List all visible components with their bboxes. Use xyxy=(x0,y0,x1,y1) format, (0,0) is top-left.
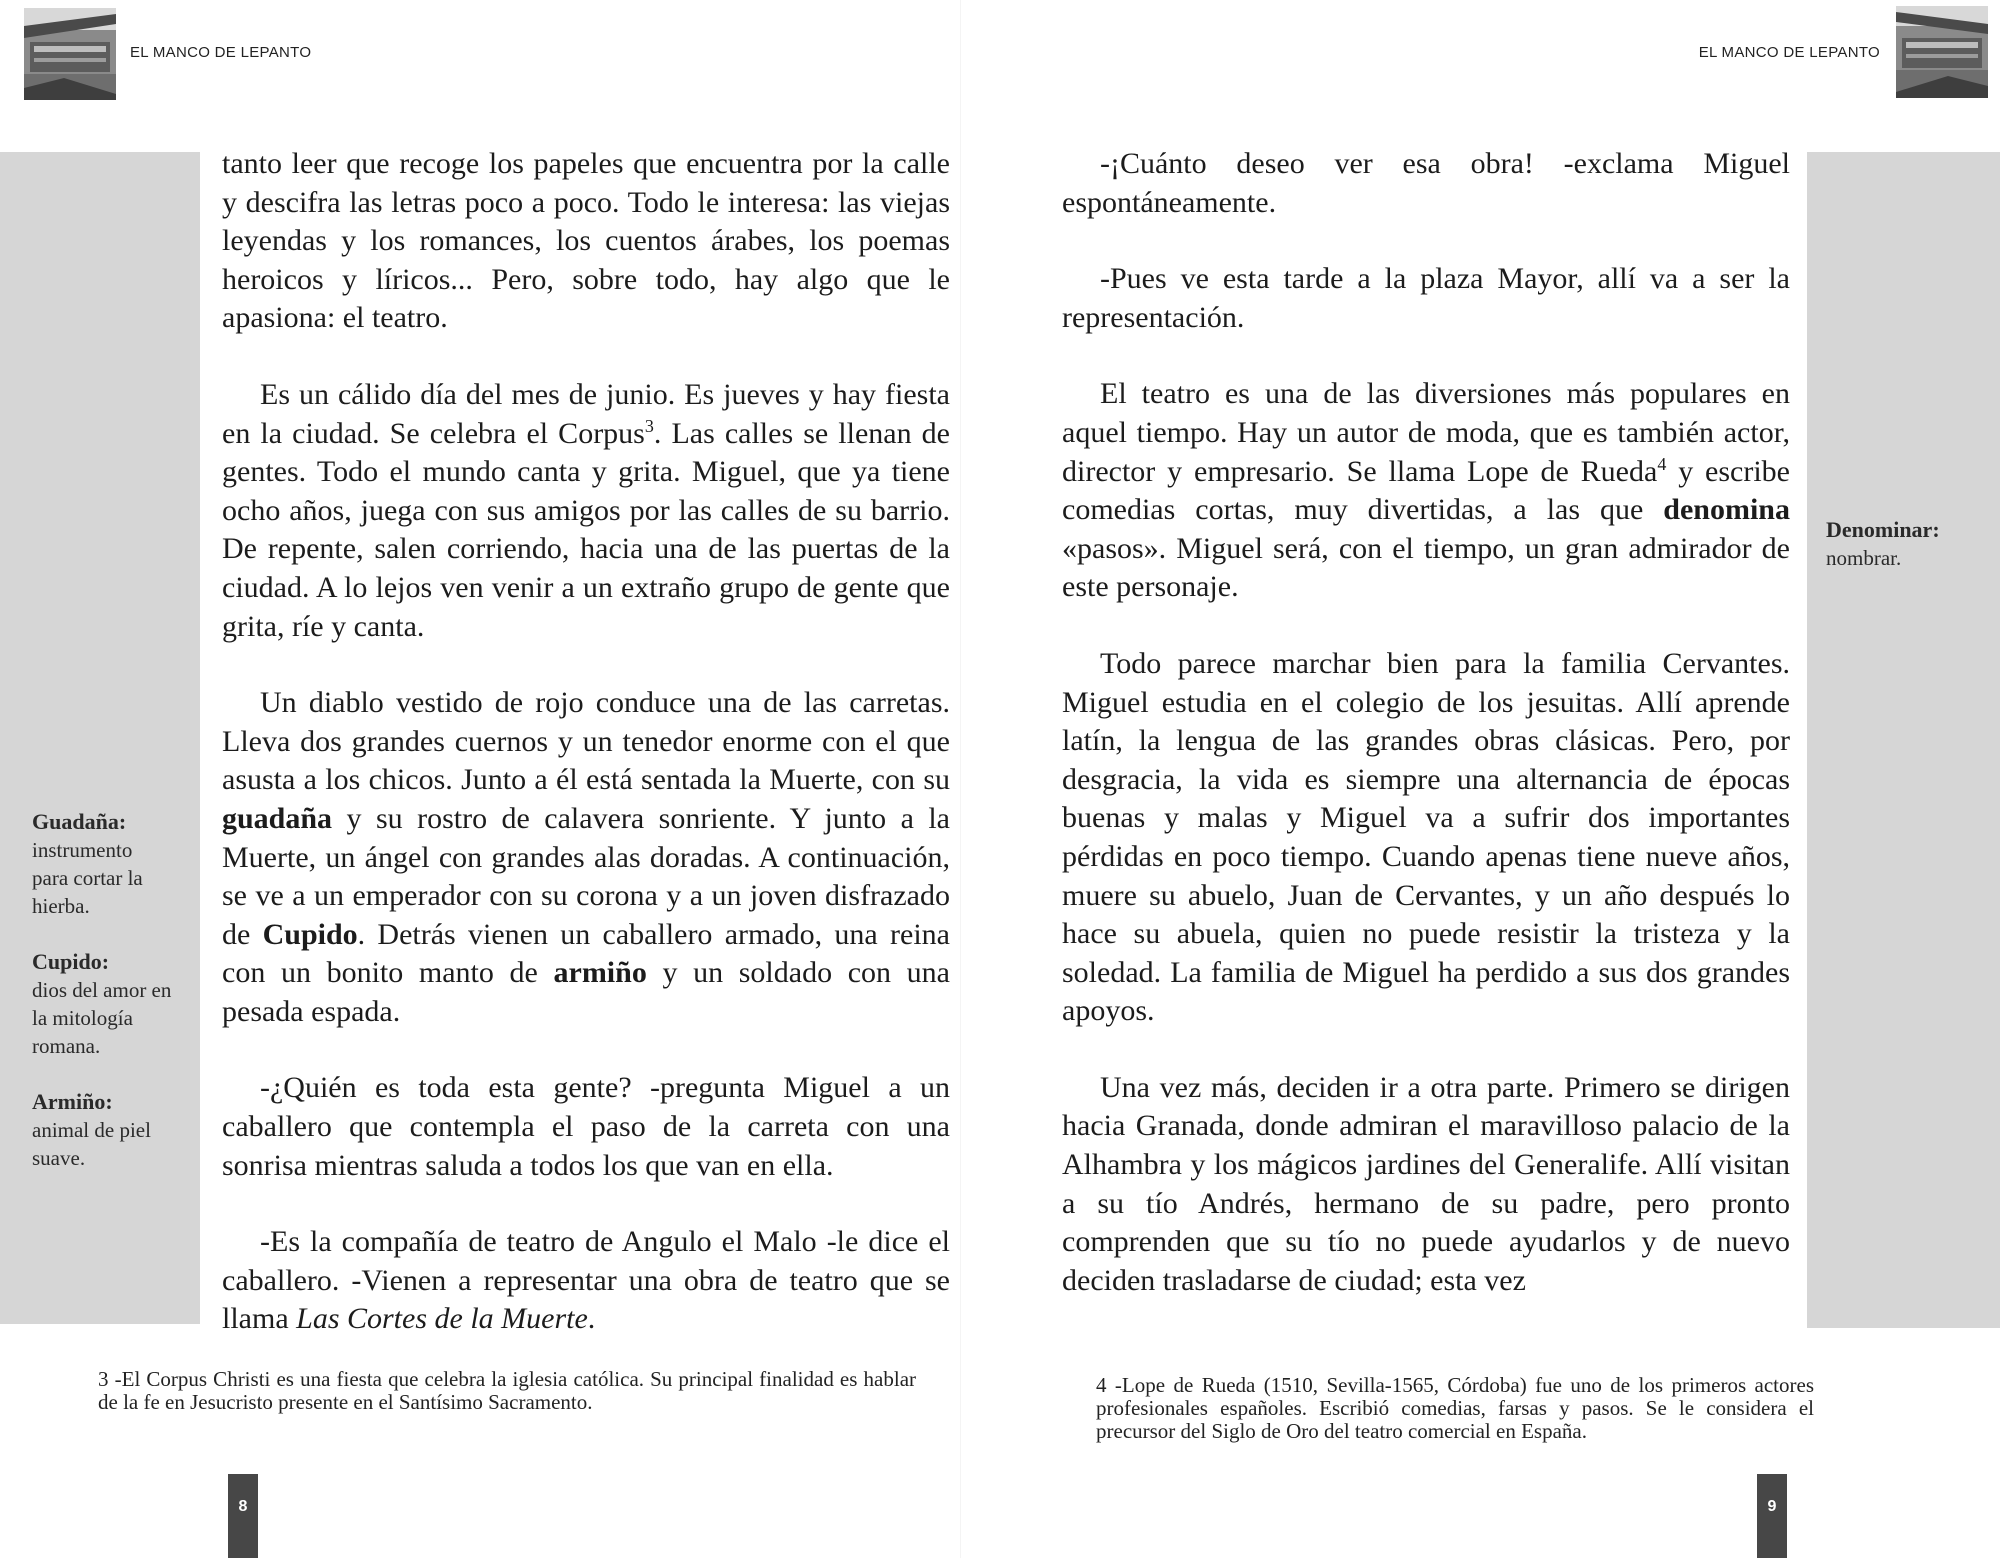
paragraph xyxy=(1062,375,1790,607)
page-number-right: 9 xyxy=(1757,1474,1787,1558)
footnote-text: -El Corpus Christi es una fiesta que celebra la iglesia católica. Su principal finalidad es hablar de la fe en Jesucristo presente en el Santísimo Sacramento. xyxy=(98,1367,917,1414)
page-number-left: 8 xyxy=(228,1474,258,1558)
left-page-body xyxy=(222,145,950,1377)
paragraph: -¿Quién es toda esta gente? -pregunta Miguel a un caballero que contempla el paso de la carreta con una sonrisa mientras saluda a todos los que van en ella. xyxy=(222,1071,950,1182)
text-run: Es un cálido día del mes de junio. Es jueves y hay fiesta en la ciudad. Se celebra el Corpus xyxy=(222,377,950,450)
text-run: . Las calles se llenan de gentes. Todo el mundo canta y grita. Miguel, que ya tiene ocho años, juega con sus amigos por las calles de su barrio. De repente, salen corriendo, hacia una de las puertas de la ciudad. A lo lejos ven venir a un extraño grupo de gente que grita, ríe y canta. xyxy=(222,416,950,643)
glossary-entry xyxy=(32,808,172,920)
footnote-number: 4 xyxy=(1096,1373,1107,1397)
paragraph xyxy=(222,684,950,1031)
glossary-right xyxy=(1826,516,1996,572)
footnote-ref-4[interactable]: 4 xyxy=(1657,453,1667,474)
paragraph xyxy=(222,1223,950,1339)
text-run: y un soldado con una pesada espada. xyxy=(222,956,950,1028)
text-run: -Es la compañía de teatro de Angulo el Malo -le dice el caballero. -Vienen a representar una obra de teatro que se llama xyxy=(222,1225,950,1336)
book-photo-icon xyxy=(1896,6,1988,98)
footnote-text: -Lope de Rueda (1510, Sevilla-1565, Córdoba) fue uno de los primeros actores profesionales españoles. Escribió comedias, farsas y pasos. Se le considera el precursor del Siglo de Oro del teatro comercial en España. xyxy=(1096,1373,1814,1443)
footnote-3 xyxy=(98,1368,916,1414)
paragraph xyxy=(222,376,950,646)
text-run: y su rostro de calavera sonriente. Y junto a la Muerte, un ángel con grandes alas doradas. A continuación, se ve a un emperador con su corona y a un joven disfrazado de xyxy=(222,801,950,951)
footnote-ref-3[interactable]: 3 xyxy=(644,415,654,436)
footnote-4 xyxy=(1096,1374,1814,1443)
text-run: y escribe comedias cortas, muy divertidas, a las que xyxy=(1062,454,1790,527)
glossary-entry-definition: instrumento para cortar la hierba. xyxy=(32,838,143,918)
glossary-term-denominar: denomina xyxy=(1663,493,1790,527)
right-margin-band xyxy=(1807,152,2000,1328)
work-title: Las Cortes de la Muerte xyxy=(296,1302,588,1336)
book-photo-icon xyxy=(24,8,116,100)
glossary-entry-definition: animal de piel suave. xyxy=(32,1118,151,1170)
glossary-left xyxy=(32,808,172,1200)
running-head-right: EL MANCO DE LEPANTO xyxy=(1698,44,1880,61)
glossary-term-guadana: guadaña xyxy=(222,801,333,835)
footnote-number: 3 xyxy=(98,1367,109,1391)
glossary-entry-definition: nombrar. xyxy=(1826,546,1902,570)
book-gutter xyxy=(960,0,961,1558)
glossary-entry xyxy=(1826,516,1996,572)
glossary-term-cupido: Cupido xyxy=(262,917,358,951)
text-run: El teatro es una de las diversiones más populares en aquel tiempo. Hay un autor de moda, que es también actor, director y empresario. Se llama Lope de Rueda xyxy=(1062,377,1790,488)
running-head-left: EL MANCO DE LEPANTO xyxy=(130,44,312,61)
glossary-entry-term: Cupido: xyxy=(32,949,110,974)
paragraph: tanto leer que recoge los papeles que encuentra por la calle y descifra las letras poco a poco. Todo le interesa: las viejas leyendas y los romances, los cuentos árabes, los poemas heroicos y líricos... Pero, sobre todo, hay algo que le apasiona: el teatro. xyxy=(222,147,950,335)
glossary-entry xyxy=(32,948,172,1060)
paragraph: Una vez más, deciden ir a otra parte. Primero se dirigen hacia Granada, donde admiran el maravilloso palacio de la Alhambra y los mágicos jardines del Generalife. Allí visitan a su tío Andrés, hermano de su padre, pero pronto comprenden que su tío no puede ayudarlos y de nuevo deciden trasladarse de ciudad; esta vez xyxy=(1062,1070,1790,1297)
glossary-term-armino: armiño xyxy=(553,956,647,990)
paragraph: -Pues ve esta tarde a la plaza Mayor, allí va a ser la representación. xyxy=(1062,262,1790,334)
glossary-entry xyxy=(32,1088,172,1172)
text-run: . xyxy=(587,1302,596,1336)
text-run: Un diablo vestido de rojo conduce una de las carretas. Lleva dos grandes cuernos y un tenedor enorme con el que asusta a los chicos. Junto a él está sentada la Muerte, con su xyxy=(222,686,950,797)
text-run: «pasos». Miguel será, con el tiempo, un gran admirador de este personaje. xyxy=(1062,531,1790,604)
glossary-entry-term: Armiño: xyxy=(32,1089,113,1114)
text-run: . Detrás vienen un caballero armado, una reina con un bonito manto de xyxy=(222,917,950,990)
right-page-body xyxy=(1062,145,1790,1338)
paragraph: -¡Cuánto deseo ver esa obra! -exclama Miguel espontáneamente. xyxy=(1062,147,1790,219)
paragraph: Todo parece marchar bien para la familia Cervantes. Miguel estudia en el colegio de los jesuitas. Allí aprende latín, la lengua de las grandes obras clásicas. Pero, por desgracia, la vida es siempre una alternancia de épocas buenas y malas y Miguel va a sufrir dos importantes pérdidas en poco tiempo. Cuando apenas tiene nueve años, muere su abuelo, Juan de Cervantes, y un año después lo hace su abuela, quien no puede resistir la tristeza y la soledad. La familia de Miguel ha perdido a sus dos grandes apoyos. xyxy=(1062,646,1790,1028)
glossary-entry-definition: dios del amor en la mitología romana. xyxy=(32,978,172,1058)
glossary-entry-term: Guadaña: xyxy=(32,809,127,834)
glossary-entry-term: Denominar: xyxy=(1826,517,1940,542)
